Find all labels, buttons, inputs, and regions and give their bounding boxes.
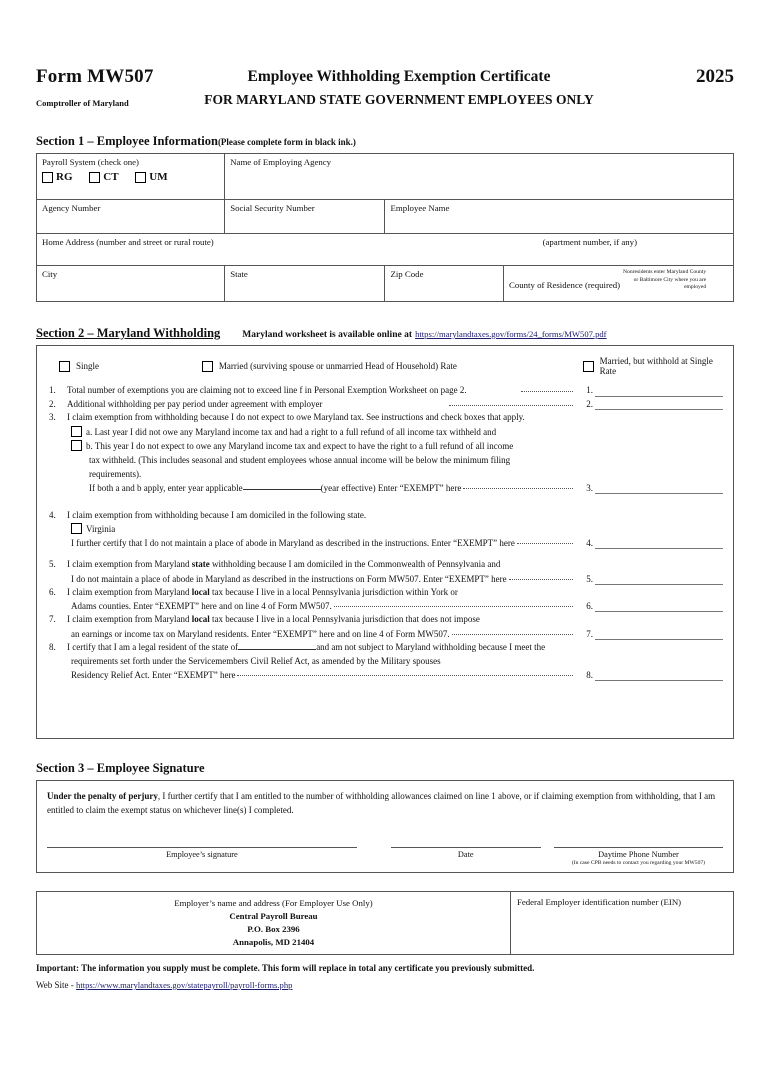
zip-code-cell[interactable] <box>385 266 503 302</box>
payroll-option-ct[interactable] <box>89 171 118 183</box>
line-8-number: 8. <box>49 641 56 652</box>
form-header <box>36 66 734 134</box>
line-5-number: 5. <box>49 559 56 569</box>
dot-leader <box>509 572 573 580</box>
payroll-option-rg-label: RG <box>56 171 73 183</box>
line-7-text-pre: I claim exemption from Maryland <box>67 614 192 624</box>
checkbox-icon[interactable] <box>42 172 53 183</box>
line-8 <box>45 641 725 655</box>
agency-name-cell[interactable] <box>225 154 734 200</box>
payroll-option-um[interactable] <box>135 171 167 183</box>
date-field[interactable] <box>391 847 541 859</box>
line-7 <box>45 613 725 627</box>
daytime-phone-note: (In case CPB needs to contact you regarding your MW507) <box>571 860 706 866</box>
line-7-tag: 7. <box>586 628 593 639</box>
line-5-text-pre: I claim exemption from Maryland <box>67 559 192 569</box>
line-2-number: 2. <box>49 398 56 409</box>
employer-city-state-zip: Annapolis, MD 21404 <box>232 937 315 947</box>
line-7-text2: an earnings or income tax on Maryland residents. Enter “EXEMPT” here and on line 4 of Form MW507. <box>71 628 450 639</box>
line-3-both-prefix: If both a and b apply, enter year applicable <box>89 482 243 493</box>
line-5-text-bold: state <box>191 559 210 569</box>
employer-address-cell <box>37 892 511 955</box>
line-8-answer-field[interactable] <box>595 672 723 681</box>
line-4-certify-row <box>71 536 725 550</box>
line-1-number: 1. <box>49 385 56 395</box>
line-3-tag: 3. <box>586 482 593 493</box>
comptroller-label: Comptroller of Maryland <box>36 98 129 108</box>
line-6-text-post: tax because I live in a local Pennsylvania jurisdiction within York or <box>209 586 458 597</box>
line-3-number: 3. <box>49 412 56 422</box>
employee-name-cell[interactable] <box>385 200 734 234</box>
employer-po-box: P.O. Box 2396 <box>247 924 300 934</box>
checkbox-icon[interactable] <box>71 440 82 451</box>
line-2 <box>45 398 725 412</box>
line-7-text <box>67 613 725 627</box>
perjury-bold: Under the penalty of perjury <box>47 791 158 801</box>
checkbox-icon[interactable] <box>583 361 594 372</box>
line-1-text: Total number of exemptions you are claiming not to exceed line f in Personal Exemption Worksheet on page 2. <box>67 385 467 395</box>
website-label: Web Site - <box>36 980 74 990</box>
line-6-text <box>67 586 725 600</box>
payroll-system-options <box>42 171 219 183</box>
website-row <box>36 980 734 990</box>
line-1-tag: 1. <box>586 385 593 395</box>
worksheet-note: Maryland worksheet is available online at <box>242 330 412 340</box>
home-address-label: Home Address (number and street or rural route) <box>42 237 214 247</box>
page-title: Form MW507 <box>36 66 154 87</box>
table-row <box>37 234 734 266</box>
line-5-text <box>67 558 725 572</box>
state-cell[interactable] <box>225 266 385 302</box>
tax-year: 2025 <box>696 66 734 87</box>
table-row <box>37 200 734 234</box>
ein-label: Federal Employer identification number (EIN) <box>516 897 682 907</box>
checkbox-icon[interactable] <box>135 172 146 183</box>
ein-cell[interactable] <box>510 892 733 955</box>
line-8-text-pre: I certify that I am a legal resident of the state of <box>67 641 239 652</box>
employee-signature-label: Employee’s signature <box>166 850 238 859</box>
payroll-option-um-label: UM <box>149 171 168 183</box>
dot-leader <box>452 627 573 635</box>
agency-number-cell[interactable] <box>37 200 225 234</box>
line-5-answer-field[interactable] <box>595 576 723 585</box>
dot-leader <box>334 599 573 607</box>
employee-signature-field[interactable] <box>47 847 357 859</box>
table-row <box>37 266 734 302</box>
dot-leader <box>449 398 573 406</box>
dot-leader <box>517 536 573 544</box>
checkbox-icon[interactable] <box>202 361 213 372</box>
form-page <box>0 66 770 1090</box>
line-5-text-post: withholding because I am domiciled in the Commonwealth of Pennsylvania and <box>209 559 501 569</box>
line-8-cont1: requirements set forth under the Servicemembers Civil Relief Act, as amended by the Military spouses <box>71 656 441 666</box>
line-5 <box>45 558 725 572</box>
line-8-text-post: and am not subject to Maryland withholding because I meet the <box>316 641 546 652</box>
date-line <box>391 847 541 848</box>
daytime-phone-field[interactable] <box>554 847 723 866</box>
certificate-title: Employee Withholding Exemption Certificate <box>247 68 551 85</box>
checkbox-icon[interactable] <box>71 426 82 437</box>
payroll-option-ct-label: CT <box>103 171 119 183</box>
line-1 <box>45 384 725 398</box>
line-3b <box>71 439 725 453</box>
status-option-married-single-rate-label: Married, but withhold at Single Rate <box>599 356 713 376</box>
line-7-number: 7. <box>49 614 56 624</box>
line-4 <box>45 509 725 523</box>
line-3 <box>45 411 725 425</box>
line-6-answer-field[interactable] <box>595 603 723 612</box>
section1-title: Section 1 – Employee Information <box>36 134 218 148</box>
employer-bureau: Central Payroll Bureau <box>229 911 318 921</box>
line-7-text-bold: local <box>191 614 210 624</box>
employer-table <box>36 891 734 955</box>
section2-title: Section 2 – Maryland Withholding <box>36 326 221 340</box>
line-2-tag: 2. <box>586 398 593 409</box>
checkbox-icon[interactable] <box>71 523 82 534</box>
payroll-option-rg[interactable] <box>42 171 73 183</box>
agency-name-label: Name of Employing Agency <box>230 157 332 167</box>
line-3-answer-field[interactable] <box>595 485 723 494</box>
payroll-system-label: Payroll System (check one) <box>42 157 139 167</box>
filing-status-row <box>59 356 725 376</box>
dot-leader <box>237 668 573 676</box>
line-6-text-pre: I claim exemption from Maryland <box>67 586 192 597</box>
line-2-answer-field[interactable] <box>595 401 723 410</box>
website-link[interactable]: https://www.marylandtaxes.gov/statepayroll/payroll-forms.php <box>76 980 293 990</box>
section3-heading <box>36 761 734 776</box>
state-label: State <box>230 269 248 279</box>
line-3-exempt-row <box>89 481 725 495</box>
phone-line <box>554 847 723 848</box>
line-4-virginia-label: Virginia <box>86 524 116 534</box>
line-1-answer-field[interactable] <box>595 388 723 397</box>
line-5-text2: I do not maintain a place of abode in Maryland as described in the instructions on Form MW507. Enter “EXEMPT” here <box>71 573 507 584</box>
zip-code-label: Zip Code <box>390 269 424 279</box>
certificate-subtitle: FOR MARYLAND STATE GOVERNMENT EMPLOYEES ONLY <box>204 92 594 107</box>
line-6-tag: 6. <box>586 601 593 611</box>
checkbox-icon[interactable] <box>59 361 70 372</box>
line-4-certify-text: I further certify that I do not maintain a place of abode in Maryland as described in the instructions. Enter “EXEMPT” here <box>71 538 515 548</box>
line-8-cont2 <box>71 668 725 682</box>
line-8-state-field[interactable] <box>238 641 316 650</box>
status-option-single[interactable] <box>59 361 202 372</box>
county-note: Nonresidents enter Maryland County or Baltimore City where you are employed <box>623 269 707 291</box>
section2-heading <box>36 326 734 341</box>
section3-title: Section 3 – Employee Signature <box>36 761 205 775</box>
status-option-single-label: Single <box>76 361 100 371</box>
county-label: County of Residence (required) <box>508 280 621 291</box>
line-3a-text: a. Last year I did not owe any Maryland income tax and had a right to a full refund of all income tax withheld and <box>86 426 497 437</box>
line-2-text: Additional withholding per pay period under agreement with employer <box>67 398 323 409</box>
line-3b-cont2: requirements). <box>89 468 142 479</box>
employee-name-label: Employee Name <box>390 203 450 213</box>
line-3-text: I claim exemption from withholding because I do not expect to owe Maryland tax. See instructions and check boxes that apply. <box>67 412 525 422</box>
line-7-cont <box>71 627 725 641</box>
line-3b-cont1: tax withheld. (This includes seasonal and student employees whose annual income will be below the minimum filing <box>89 454 511 465</box>
line-6-text2: Adams counties. Enter “EXEMPT” here and on line 4 of Form MW507. <box>71 601 332 611</box>
checkbox-icon[interactable] <box>89 172 100 183</box>
line-4-text: I claim exemption from withholding because I am domiciled in the following state. <box>67 509 367 520</box>
city-cell[interactable] <box>37 266 225 302</box>
worksheet-link[interactable]: https://marylandtaxes.gov/forms/24_forms/MW507.pdf <box>415 329 607 339</box>
line-3-year-field[interactable] <box>243 481 321 490</box>
table-row <box>37 892 734 955</box>
line-4-tag: 4. <box>586 538 593 548</box>
line-4-answer-field[interactable] <box>595 540 723 549</box>
ssn-label: Social Security Number <box>230 203 315 213</box>
line-5-cont <box>71 572 725 586</box>
home-address-cell[interactable] <box>37 234 734 266</box>
status-option-married[interactable] <box>202 361 583 372</box>
line-3b-text: b. This year I do not expect to owe any Maryland income tax and expect to have the right to a full refund of all income <box>86 440 514 451</box>
date-label: Date <box>457 850 474 859</box>
line-7-answer-field[interactable] <box>595 631 723 640</box>
line-8-text <box>67 641 725 655</box>
employer-name-address-label: Employer’s name and address (For Employer Use Only) <box>174 898 373 908</box>
status-option-married-label: Married (surviving spouse or unmarried Head of Household) Rate <box>218 361 457 371</box>
line-6 <box>45 586 725 600</box>
table-row <box>37 154 734 200</box>
line-7-text-post: tax because I live in a local Pennsylvania jurisdiction that does not impose <box>209 614 480 624</box>
line-6-cont <box>71 599 725 613</box>
dot-leader <box>463 481 573 489</box>
line-8-text3: Residency Relief Act. Enter “EXEMPT” here <box>71 670 236 680</box>
important-note: Important: The information you supply must be complete. This form will replace in total any certificate you previously submitted. <box>36 963 535 973</box>
maryland-withholding-box <box>36 345 734 739</box>
line-6-number: 6. <box>49 586 56 597</box>
section1-note: (Please complete form in black ink.) <box>217 137 356 147</box>
ssn-cell[interactable] <box>225 200 385 234</box>
line-6-text-bold: local <box>191 586 210 597</box>
line-5-tag: 5. <box>586 573 593 584</box>
line-3a <box>71 425 725 439</box>
county-of-residence-cell[interactable] <box>503 266 733 302</box>
daytime-phone-label: Daytime Phone Number <box>598 850 679 859</box>
payroll-system-cell <box>37 154 225 200</box>
signature-row <box>47 847 723 866</box>
perjury-text: , I further certify that I am entitled to the number of withholding allowances claimed on line 1 above, or if claiming exemption from withholding, that I am entitled to claim the exempt status on whichever line(s) I completed. <box>47 791 716 815</box>
section1-heading <box>36 134 734 149</box>
line-8-tag: 8. <box>586 670 593 680</box>
apartment-number-label: (apartment number, if any) <box>542 237 637 247</box>
status-option-married-single-rate[interactable] <box>583 356 725 376</box>
line-4-virginia-option[interactable] <box>71 522 725 536</box>
line-3-both-suffix: (year effective) Enter “EXEMPT” here <box>320 482 462 493</box>
signature-line <box>47 847 357 848</box>
city-label: City <box>42 269 58 279</box>
agency-number-label: Agency Number <box>42 203 101 213</box>
perjury-statement <box>47 789 723 817</box>
section2-spacer <box>45 682 725 728</box>
line-4-number: 4. <box>49 509 56 520</box>
employee-signature-box <box>36 780 734 873</box>
dot-leader <box>521 384 573 392</box>
employee-information-table <box>36 153 734 302</box>
